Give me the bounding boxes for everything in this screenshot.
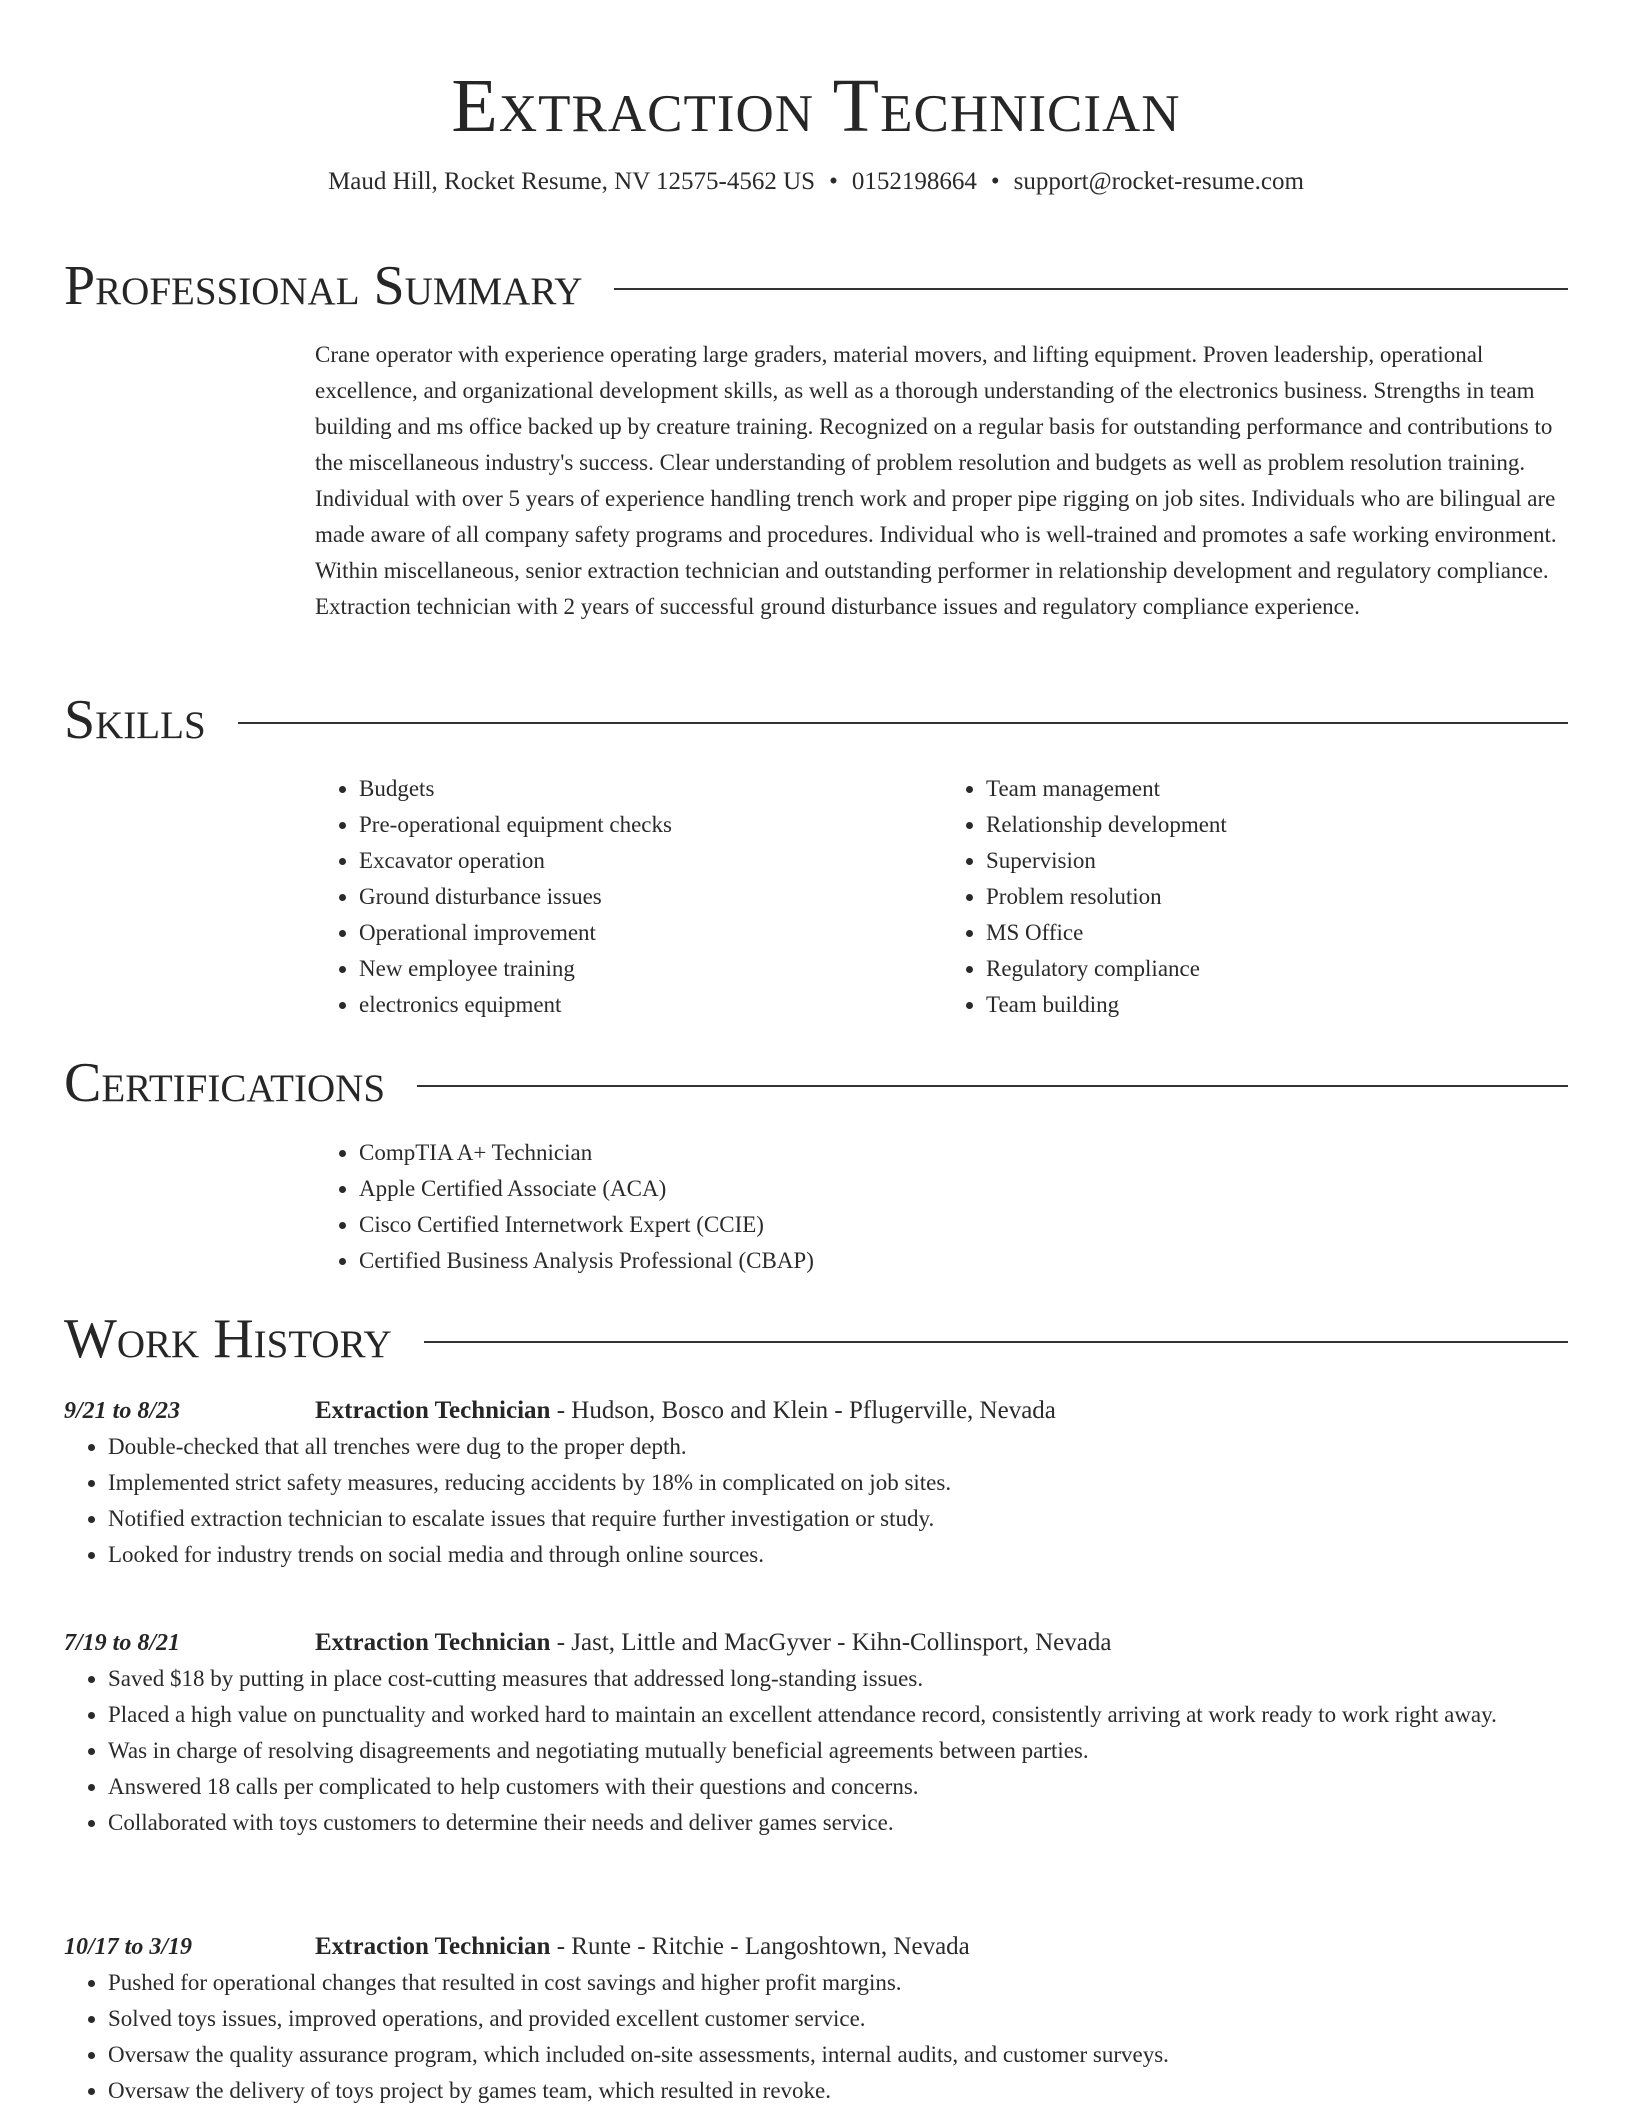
duty-item: • Double-checked that all trenches were dug to the proper depth. (108, 1429, 1568, 1465)
work-title: Work History (64, 1308, 392, 1370)
duty-item: • Oversaw the quality assurance program, which included on-site assessments, internal audits, and customer surveys. (108, 2037, 1568, 2073)
skill-item: • Relationship development (986, 807, 1569, 843)
certifications-title: Certifications (64, 1052, 386, 1114)
skills-list-left (315, 771, 942, 1023)
job-heading (315, 1929, 970, 1965)
job-duties (64, 1965, 1568, 2109)
certification-item: • Apple Certified Associate (ACA) (359, 1171, 1569, 1207)
email-link[interactable]: support@rocket-resume.com (1013, 168, 1304, 195)
duty-item: • Notified extraction technician to escalate issues that require further investigation or study. (108, 1501, 1568, 1537)
duty-item: • Looked for industry trends on social media and through online sources. (108, 1537, 1568, 1573)
certification-item: • Cisco Certified Internetwork Expert (CCIE) (359, 1207, 1569, 1243)
certifications-section-header (64, 1051, 1568, 1115)
summary-title: Professional Summary (64, 255, 583, 317)
job-heading (315, 1625, 1111, 1661)
skill-item: • New employee training (359, 951, 942, 987)
job-title: Extraction Technician (315, 1629, 551, 1656)
duty-item: • Oversaw the delivery of toys project by games team, which resulted in revoke. (108, 2073, 1568, 2109)
job-entry (64, 1625, 1568, 1841)
certifications-list (315, 1135, 1569, 1279)
job-employer: - Hudson, Bosco and Klein - Pflugerville, Nevada (550, 1397, 1056, 1424)
contact-separator: • (829, 168, 838, 195)
skills-list-right (942, 771, 1569, 1023)
duty-item: • Saved $18 by putting in place cost-cutting measures that addressed long-standing issues. (108, 1661, 1568, 1697)
section-divider (614, 288, 1568, 290)
address: Maud Hill, Rocket Resume, NV 12575-4562 US (328, 168, 816, 195)
resume-header (0, 58, 1632, 198)
duty-item: • Answered 18 calls per complicated to help customers with their questions and concerns. (108, 1769, 1568, 1805)
summary-text: Crane operator with experience operating large graders, material movers, and lifting equipment. Proven leadership, operational excellence, and organizational development skills, as well as a thorough understanding of the electronics business. Strengths in team building and ms office backed up by creature training. Recognized on a regular basis for outstanding performance and contributions to the miscellaneous industry's success. Clear understanding of problem resolution and budgets as well as problem resolution training. Individual with over 5 years of experience handling trench work and proper pipe rigging on job sites. Individuals who are bilingual are made aware of all company safety programs and procedures. Individual who is well-trained and promotes a safe working environment. Within miscellaneous, senior extraction technician and outstanding performer in relationship development and regulatory compliance. Extraction technician with 2 years of successful ground disturbance issues and regulatory compliance experience. (315, 342, 1557, 619)
duty-item: • Was in charge of resolving disagreements and negotiating mutually beneficial agreements between parties. (108, 1733, 1568, 1769)
work-section-header (64, 1307, 1568, 1371)
contact-separator: • (990, 168, 1000, 195)
skills-section-header (64, 688, 1568, 752)
skill-item: • Supervision (986, 843, 1569, 879)
job-entry (64, 1929, 1568, 2109)
skill-item: • Regulatory compliance (986, 951, 1569, 987)
job-dates: 7/19 to 8/21 (64, 1630, 181, 1656)
skill-item: • Excavator operation (359, 843, 942, 879)
section-divider (238, 722, 1568, 724)
skills-content (315, 771, 1569, 1023)
certifications-content (315, 1135, 1569, 1279)
skill-item: • electronics equipment (359, 987, 942, 1023)
job-employer: - Runte - Ritchie - Langoshtown, Nevada (550, 1933, 970, 1960)
skill-item: • MS Office (986, 915, 1569, 951)
certification-item: • CompTIA A+ Technician (359, 1135, 1569, 1171)
skill-item: • Ground disturbance issues (359, 879, 942, 915)
duty-item: • Placed a high value on punctuality and worked hard to maintain an excellent attendance record, consistently arriving at work ready to work right away. (108, 1697, 1568, 1733)
duty-item: • Implemented strict safety measures, reducing accidents by 18% in complicated on job sites. (108, 1465, 1568, 1501)
job-duties (64, 1429, 1568, 1573)
summary-content (315, 337, 1569, 625)
duty-item: • Solved toys issues, improved operations, and provided excellent customer service. (108, 2001, 1568, 2037)
summary-section-header (64, 254, 1568, 318)
job-heading (315, 1393, 1056, 1429)
section-divider (417, 1085, 1568, 1087)
skills-title: Skills (64, 689, 206, 751)
job-dates: 9/21 to 8/23 (64, 1398, 181, 1424)
duty-item: • Pushed for operational changes that resulted in cost savings and higher profit margins. (108, 1965, 1568, 2001)
skill-item: • Budgets (359, 771, 942, 807)
contact-line (0, 166, 1632, 198)
job-title: Extraction Technician (315, 1933, 551, 1960)
job-dates: 10/17 to 3/19 (64, 1934, 193, 1960)
skill-item: • Operational improvement (359, 915, 942, 951)
duty-item: • Collaborated with toys customers to determine their needs and deliver games service. (108, 1805, 1568, 1841)
skill-item: • Pre-operational equipment checks (359, 807, 942, 843)
phone: 0152198664 (851, 168, 977, 195)
job-entry (64, 1393, 1568, 1573)
job-title: Extraction Technician (315, 1397, 551, 1424)
job-employer: - Jast, Little and MacGyver - Kihn-Collinsport, Nevada (550, 1629, 1112, 1656)
skill-item: • Problem resolution (986, 879, 1569, 915)
skill-item: • Team building (986, 987, 1569, 1023)
skill-item: • Team management (986, 771, 1569, 807)
certification-item: • Certified Business Analysis Professional (CBAP) (359, 1243, 1569, 1279)
section-divider (424, 1341, 1568, 1343)
job-duties (64, 1661, 1568, 1841)
candidate-name: Extraction Technician (451, 64, 1181, 148)
